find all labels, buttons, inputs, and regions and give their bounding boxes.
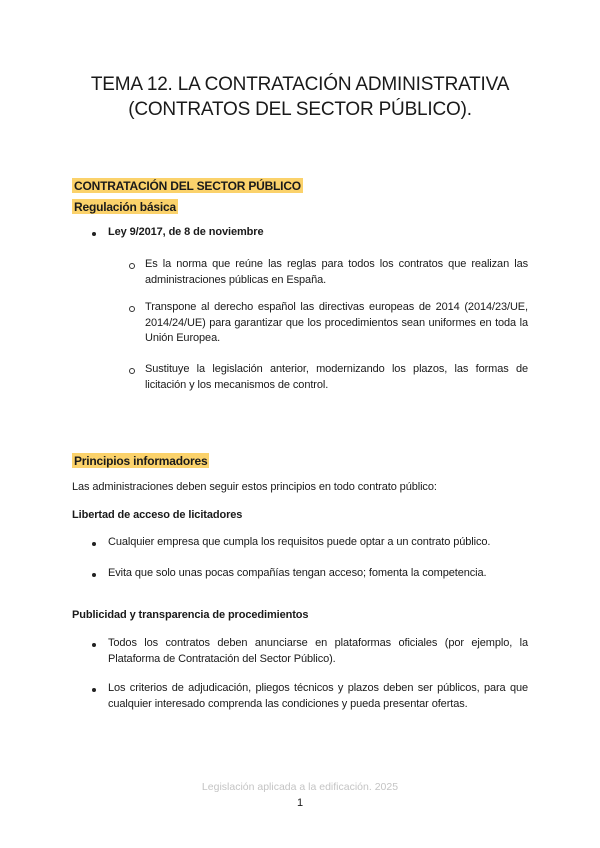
bullet-icon: [92, 573, 96, 577]
list-item: Es la norma que reúne las reglas para todos los contratos que realizan las administraciones públicas en España.: [145, 258, 528, 286]
sub-bullet-icon: [129, 306, 135, 312]
list-item: Evita que solo unas pocas compañías tengan acceso; fomenta la competencia.: [108, 567, 487, 579]
page-title-line-2: (CONTRATOS DEL SECTOR PÚBLICO).: [128, 99, 472, 120]
list-item: Sustituye la legislación anterior, modernizando los plazos, las formas de licitación y los mecanismos de control.: [145, 363, 528, 391]
list-item: Transpone al derecho español las directivas europeas de 2014 (2014/23/UE, 2014/24/UE) para garantizar que los procedimientos sean uniformes en toda la Unión Europea.: [145, 301, 528, 344]
subsection-heading: Principios informadores: [74, 454, 208, 468]
bullet-icon: [92, 688, 96, 692]
page-footer: Legislación aplicada a la edificación. 2025: [201, 781, 399, 793]
list-item: Todos los contratos deben anunciarse en plataformas oficiales (por ejemplo, la Plataforma de Contratación del Sector Público).: [108, 637, 528, 665]
bullet-icon: [92, 542, 96, 546]
subsection-heading: Regulación básica: [74, 200, 176, 214]
page-title: [40, 72, 560, 122]
list-item: Cualquier empresa que cumpla los requisitos puede optar a un contrato público.: [108, 536, 491, 548]
section-heading: CONTRATACIÓN DEL SECTOR PÚBLICO: [74, 179, 301, 193]
list-item: Los criterios de adjudicación, pliegos técnicos y plazos deben ser públicos, para que cualquier interesado comprenda las condiciones y pueda presentar ofertas.: [108, 682, 528, 710]
law-reference: Ley 9/2017, de 8 de noviembre: [108, 226, 264, 238]
sub-bullet-icon: [129, 263, 135, 269]
principle-title: Libertad de acceso de licitadores: [72, 509, 243, 521]
bullet-icon: [92, 643, 96, 647]
sub-bullet-icon: [129, 368, 135, 374]
principle-title: Publicidad y transparencia de procedimientos: [72, 609, 309, 621]
page-number: 1: [296, 797, 304, 809]
page-title-line-1: TEMA 12. LA CONTRATACIÓN ADMINISTRATIVA: [90, 74, 510, 95]
bullet-icon: [92, 232, 96, 236]
intro-text: Las administraciones deben seguir estos principios en todo contrato público:: [72, 481, 437, 493]
